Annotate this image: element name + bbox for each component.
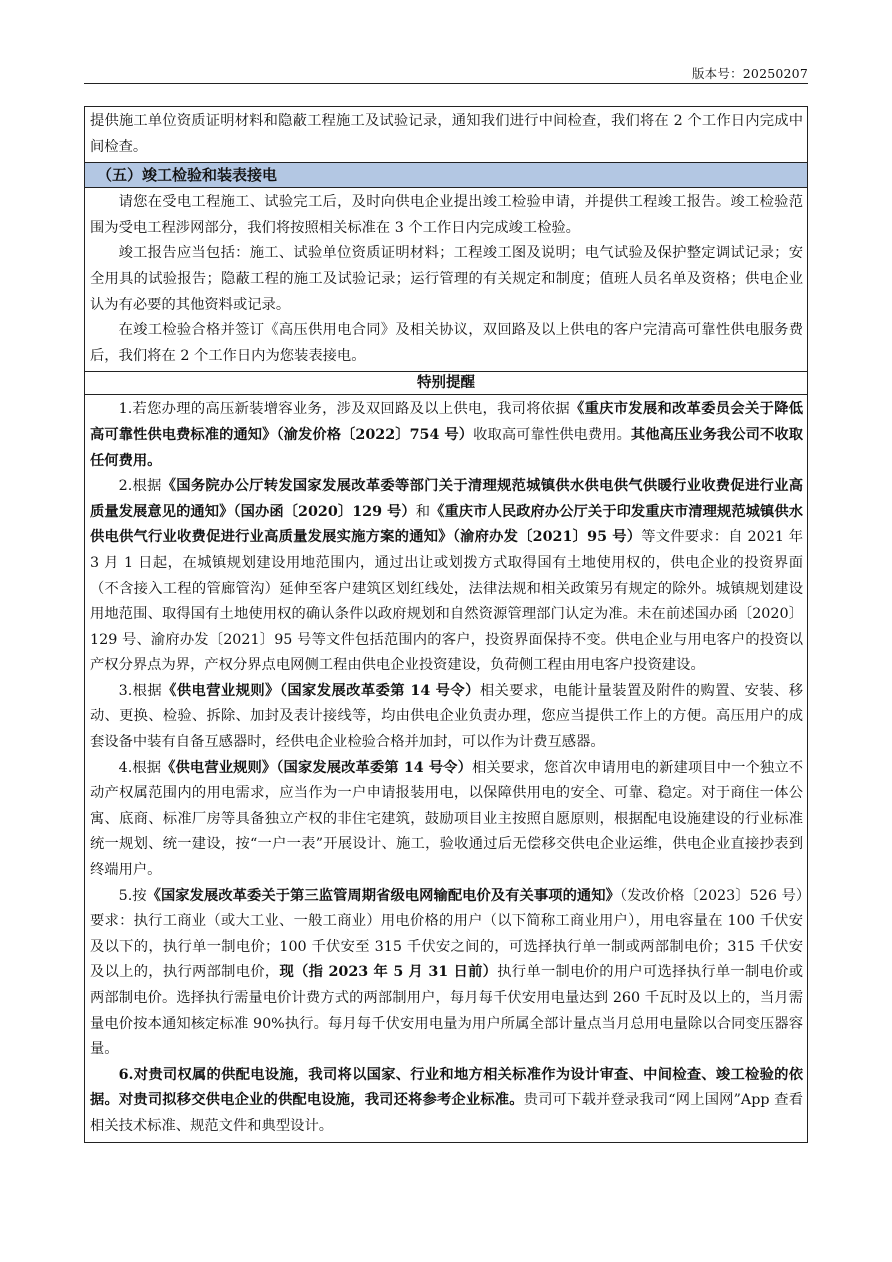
text-run: 收取高可靠性供电费用。 (473, 426, 631, 443)
bold-run: 《国家发展改革委关于第三监管周期省级电网输配电价及有关事项的通知》 (146, 887, 620, 904)
paragraph: 在竣工检验合格并签订《高压供用电合同》及相关协议，双回路及以上供电的客户完清高可靠性供电服务费后，我们将在 2 个工作日内为您装表接电。 (90, 322, 803, 364)
text-run: 等文件要求：自 2021 年 3 月 1 日起，在城镇规划建设用地范围内，通过出让或划拨方式取得国有土地使用权的，供电企业的投资界面（不含接入工程的管廊管沟）延伸至客户建筑区划红线处，法律法规和相关政策另有规定的除外。城镇规划建设用地范围、取得国有土地使用权的确认条件以政府规划和自然资源管理部门认定为准。未在前述国办函〔2020〕129 号、渝府办发〔2021〕95 号等文件包括范围内的客户，投资界面保持不变。供电企业与用电客户的投资以产权分界点为界，产权分界点电网侧工程由供电企业投资建设，负荷侧工程由用电客户投资建设。 (90, 529, 803, 674)
version-number: 版本号：20250207 (691, 66, 808, 81)
paragraph: 竣工报告应当包括：施工、试验单位资质证明材料；工程竣工图及说明；电气试验及保护整定调试记录；安全用具的试验报告；隐蔽工程的施工及试验记录；运行管理的有关规定和制度；值班人员名单及资格；供电企业认为有必要的其他资料或记录。 (90, 245, 803, 313)
notice-item-6 (90, 1063, 803, 1140)
text-run: 2.根据 (118, 478, 162, 495)
notice-item-5 (90, 884, 803, 1063)
bold-run: 《供电营业规则》（国家发展改革委第 14 号令） (161, 759, 472, 776)
continued-row (85, 107, 807, 162)
bold-run: 《重庆市人民政府办公厅关于印发重庆市清理规范城镇供水供电供气行业收费促进行业高质量发展实施方案的通知》（渝府办发〔2021〕95 号） (90, 503, 804, 546)
bold-run: 《供电营业规则》（国家发展改革委第 14 号令） (162, 682, 480, 699)
text-run: （发改价格〔2023〕526 号）要求：执行工商业（或大工业、一般工商业）用电价格的用户（以下简称工商业用户），用电容量在 100 千伏安及以下的，执行单一制电价；100 千伏安至 315 千伏安之间的，可选择执行单一制或两部制电价；315 千伏安及以上的，执行两部制电价， (90, 887, 804, 981)
text-run: 1.若您办理的高压新装增容业务，涉及双回路及以上供电，我司将依据 (118, 401, 570, 418)
text-run: 4.根据 (118, 759, 162, 776)
text-run: 执行单一制电价的用户可选择执行单一制电价或两部制电价。选择执行需量电价计费方式的两部制用户，每月每千伏安用电量达到 260 千瓦时及以上的，当月需量电价按本通知核定标准 90%执行。每月每千伏安用电量为用户所属全部计量点当月总用电量除以合同变压器容量。 (90, 964, 804, 1058)
text-run: 贵司可下载并登录我司“网上国网”App 查看相关技术标准、规范文件和典型设计。 (90, 1092, 804, 1134)
notice-heading: 特别提醒 (85, 371, 807, 394)
text-run: 和 (415, 503, 431, 520)
continued-paragraph: 提供施工单位资质证明材料和隐蔽工程施工及试验记录，通知我们进行中间检查，我们将在 2 个工作日内完成中间检查。 (90, 113, 803, 155)
text-run: 相关要求，电能计量装置及附件的购置、安装、移动、更换、检验、拆除、加封及表计接线等，均由供电企业负责办理，您应当提供工作上的方便。高压用户的成套设备中装有自备互感器时，经供电企业检验合格并加封，可以作为计费互感器。 (90, 682, 804, 751)
bold-run: 其他高压业务我公司不收取任何费用。 (90, 426, 804, 469)
bold-run: 现（指 2023 年 5 月 31 日前） (279, 964, 498, 981)
section-heading: （五）竣工检验和装表接电 (85, 162, 807, 187)
notice-item-1 (90, 397, 803, 474)
section-body (85, 187, 807, 371)
text-run: 相关要求，您首次申请用电的新建项目中一个独立不动产权属范围内的用电需求，应当作为一户申请报装用电，以保障供用电的安全、可靠、稳定。对于商住一体公寓、底商、标准厂房等具备独立产权的非住宅建筑，鼓励项目业主按照自愿原则，根据配电设施建设的行业标准统一规划、统一建设，按“一户一表”开展设计、施工，验收通过后无偿移交供电企业运维，供电企业直接抄表到终端用户。 (90, 759, 804, 879)
notice-item-2 (90, 474, 803, 679)
bold-run: 《重庆市发展和改革委员会关于降低高可靠性供电费标准的通知》（渝发价格〔2022〕754 号） (90, 401, 804, 443)
header-divider (84, 83, 808, 84)
text-run: 3.根据 (118, 682, 163, 699)
document-table (84, 106, 808, 1143)
notice-item-4 (90, 756, 803, 884)
bold-run: 《国务院办公厅转发国家发展改革委等部门关于清理规范城镇供水供电供气供暖行业收费促进行业高质量发展意见的通知》（国办函〔2020〕129 号） (90, 478, 803, 520)
notice-item-3 (90, 679, 803, 756)
paragraph: 请您在受电工程施工、试验完工后，及时向供电企业提出竣工检验申请，并提供工程竣工报告。竣工检验范围为受电工程涉网部分，我们将按照相关标准在 3 个工作日内完成竣工检验。 (90, 194, 803, 236)
bold-run: 6.对贵司权属的供配电设施，我司将以国家、行业和地方相关标准作为设计审查、中间检查、竣工检验的依据。对贵司拟移交供电企业的供配电设施，我司还将参考企业标准。 (90, 1066, 803, 1109)
text-run: 5.按 (118, 887, 147, 904)
notice-body (85, 394, 807, 1141)
